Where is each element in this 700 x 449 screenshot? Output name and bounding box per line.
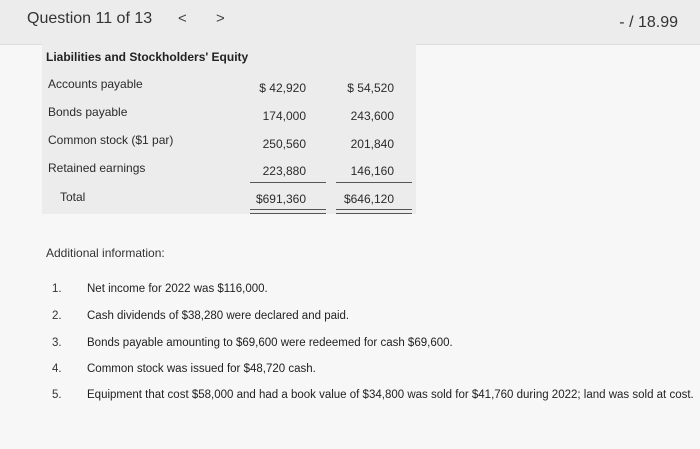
row-label-accounts-payable: Accounts payable	[48, 77, 143, 91]
list-item-text: Equipment that cost $58,000 and had a book value of $34,800 was sold for $41,760 during 2022; land was sold at cost.	[87, 389, 694, 401]
list-item-number: 3.	[52, 337, 62, 349]
list-item-number: 5.	[52, 389, 62, 401]
total-double-rule-col1	[250, 209, 326, 214]
list-item-number: 2.	[52, 310, 62, 322]
question-header	[0, 0, 700, 45]
bonds-payable-col1: 174,000	[262, 109, 306, 123]
bonds-payable-col2: 243,600	[350, 109, 394, 123]
previous-question-button[interactable]: <	[178, 10, 187, 27]
list-item-text: Net income for 2022 was $116,000.	[87, 283, 268, 295]
total-col2: $646,120	[343, 192, 394, 206]
section-title: Liabilities and Stockholders' Equity	[46, 50, 249, 64]
question-score: - / 18.99	[619, 14, 678, 31]
list-item-text: Bonds payable amounting to $69,600 were redeemed for cash $69,600.	[87, 337, 453, 349]
row-label-total: Total	[60, 190, 86, 204]
accounts-payable-col1: $ 42,920	[259, 81, 306, 95]
subtotal-rule-col1	[250, 182, 326, 183]
common-stock-col1: 250,560	[262, 137, 306, 151]
list-item-text: Cash dividends of $38,280 were declared and paid.	[87, 310, 350, 322]
list-item-number: 1.	[52, 283, 62, 295]
row-label-common-stock: Common stock ($1 par)	[48, 133, 174, 147]
additional-info-heading: Additional information:	[46, 246, 165, 260]
total-col1: $691,360	[255, 192, 306, 206]
accounts-payable-col2: $ 54,520	[347, 81, 394, 95]
subtotal-rule-col2	[336, 182, 412, 183]
balance-sheet-table	[42, 44, 416, 214]
total-double-rule-col2	[336, 209, 412, 214]
list-item-text: Common stock was issued for $48,720 cash.	[87, 363, 316, 375]
retained-earnings-col1: 223,880	[262, 164, 306, 178]
common-stock-col2: 201,840	[350, 137, 394, 151]
row-label-retained-earnings: Retained earnings	[48, 161, 146, 175]
list-item-number: 4.	[52, 363, 62, 375]
row-label-bonds-payable: Bonds payable	[48, 105, 128, 119]
question-counter: Question 11 of 13	[27, 10, 153, 27]
next-question-button[interactable]: >	[216, 10, 225, 27]
retained-earnings-col2: 146,160	[350, 164, 394, 178]
